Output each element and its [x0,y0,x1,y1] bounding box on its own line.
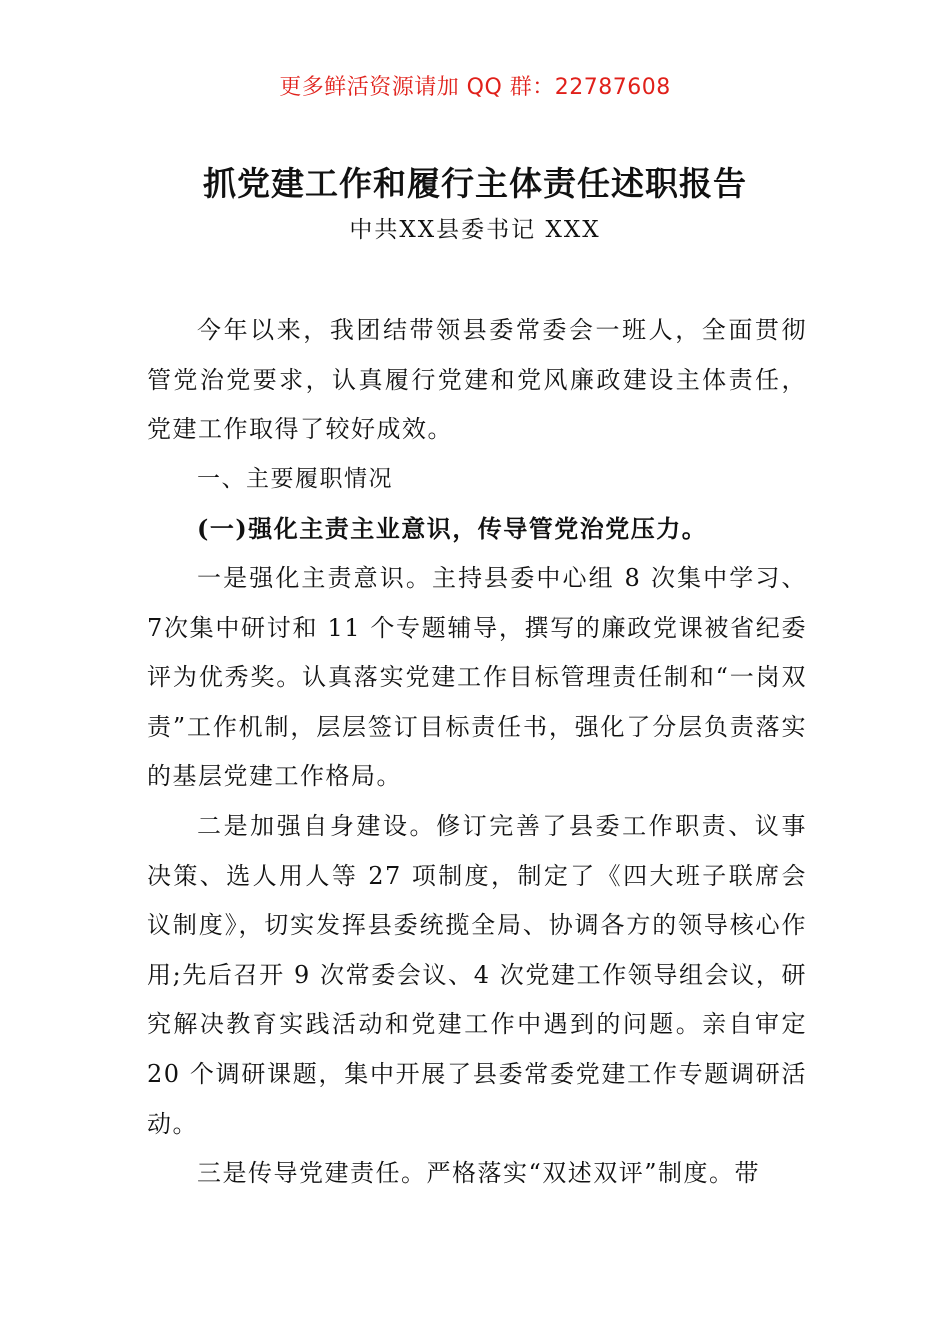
body-paragraph: 二是加强自身建设。修订完善了县委工作职责、议事决策、选人用人等 27 项制度，制定了《四大班子联席会议制度》，切实发挥县委统揽全局、协调各方的领导核心作用;先后召开 9 次常委会议、4 次党建工作领导组会议，研究解决教育实践活动和党建工作中遇到的问题。亲自审定20 个调研课题，集中开展了县委常委党建工作专题调研活动。 [147,811,807,1138]
section-heading: 一、主要履职情况 [197,465,393,492]
subsection-heading: (一)强化主责主业意识，传导管党治党压力。 [197,514,708,544]
intro-paragraph: 今年以来，我团结带领县委常委会一班人，全面贯彻管党治党要求，认真履行党建和党风廉政建设主体责任，党建工作取得了较好成效。 [147,316,807,444]
document-title: 抓党建工作和履行主体责任述职报告 [203,164,747,203]
document-body [147,306,807,1199]
body-paragraph: 三是传导党建责任。严格落实“双述双评”制度。带 [197,1159,761,1188]
promo-header: 更多鲜活资源请加 QQ 群：22787608 [279,75,671,100]
body-paragraph: 一是强化主责意识。主持县委中心组 8 次集中学习、7次集中研讨和 11 个专题辅导，撰写的廉政党课被省纪委评为优秀奖。认真落实党建工作目标管理责任制和“一岗双责”工作机制，层层签订目标责任书，强化了分层负责落实的基层党建工作格局。 [147,563,807,791]
document-author: 中共XX县委书记 XXX [349,217,601,243]
